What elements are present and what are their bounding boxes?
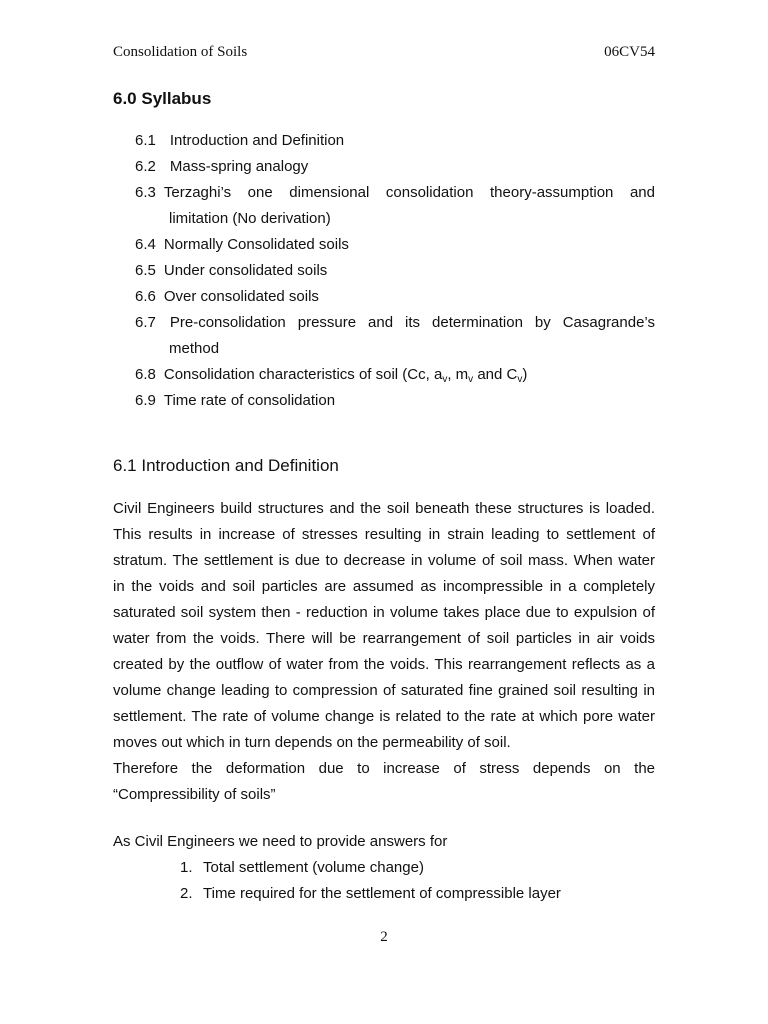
answers-intro: As Civil Engineers we need to provide answers for (113, 833, 448, 850)
text-segment: and C (473, 366, 518, 383)
paragraph-line: saturated soil system then - reduction in volume takes place due to expulsion of (113, 604, 655, 621)
syllabus-item-number: 6.8 (135, 366, 156, 383)
page-number: 2 (380, 929, 388, 945)
syllabus-item-number: 6.3 (135, 184, 156, 201)
syllabus-item (135, 362, 655, 388)
running-header (113, 44, 655, 61)
subscript: v (442, 374, 448, 385)
paragraph-line: stratum. The settlement is due to decrease in volume of soil mass. When water (113, 552, 655, 569)
subscript: v (517, 374, 523, 385)
syllabus-heading: 6.0 Syllabus (113, 89, 212, 108)
list-item-number: 1. (180, 859, 193, 876)
text-segment: Consolidation characteristics of soil (Cc, a (163, 366, 443, 383)
syllabus-item-number: 6.2 (135, 158, 156, 175)
syllabus-item-number: 6.5 (135, 262, 156, 279)
syllabus-item-text: Time rate of consolidation (163, 392, 336, 409)
syllabus-list (135, 128, 655, 414)
answers-list (180, 855, 561, 907)
syllabus-item (135, 180, 655, 206)
paragraph-line: Therefore the deformation due to increase of stress depends on the (113, 760, 655, 777)
syllabus-item (135, 258, 655, 284)
list-item (180, 881, 561, 907)
paragraph-line: in the voids and soil particles are assumed as incompressible in a completely (113, 578, 655, 595)
list-item-number: 2. (180, 885, 193, 902)
paragraph-line: volume change leading to compression of saturated fine grained soil resulting in (113, 682, 655, 699)
paragraph-line: moves out which in turn depends on the permeability of soil. (113, 734, 511, 751)
syllabus-item-text: Mass-spring analogy (169, 158, 309, 175)
header-title: Consolidation of Soils (113, 44, 248, 60)
syllabus-item-number: 6.9 (135, 392, 156, 409)
syllabus-item-continuation: limitation (No derivation) (169, 210, 331, 227)
list-item-text: Total settlement (volume change) (203, 859, 424, 876)
syllabus-item-number: 6.1 (135, 132, 156, 149)
syllabus-item-text: Over consolidated soils (163, 288, 319, 305)
paragraph-line: “Compressibility of soils” (113, 786, 276, 803)
syllabus-item (135, 284, 655, 310)
syllabus-item-text: Pre-consolidation pressure and its determination by Casagrande’s (169, 314, 655, 331)
syllabus-item-text: Terzaghi’s one dimensional consolidation theory-assumption and (163, 184, 655, 201)
syllabus-item (135, 128, 655, 154)
list-item-text: Time required for the settlement of compressible layer (203, 885, 561, 902)
section-heading: 6.1 Introduction and Definition (113, 456, 339, 475)
paragraph-line: created by the outflow of water from the voids. This rearrangement reflects as a (113, 656, 655, 673)
syllabus-item-text: Introduction and Definition (169, 132, 345, 149)
subscript: v (468, 374, 474, 385)
syllabus-item-continuation: method (169, 340, 220, 357)
paragraph-line: Civil Engineers build structures and the soil beneath these structures is loaded. (113, 500, 655, 517)
syllabus-item-number: 6.4 (135, 236, 156, 253)
syllabus-item-text: Under consolidated soils (163, 262, 328, 279)
syllabus-item (135, 232, 655, 258)
paragraph-line: water from the voids. There will be rearrangement of soil particles in air voids (113, 630, 655, 647)
paragraph-line: This results in increase of stresses resulting in strain leading to settlement of (113, 526, 655, 543)
header-course-code: 06CV54 (604, 44, 655, 60)
syllabus-item (135, 310, 655, 336)
syllabus-item (135, 388, 655, 414)
text-segment: ) (522, 366, 528, 383)
syllabus-item (135, 154, 655, 180)
syllabus-item-number: 6.6 (135, 288, 156, 305)
syllabus-item-text: Normally Consolidated soils (163, 236, 349, 253)
syllabus-item-text (164, 362, 528, 388)
text-segment: , m (447, 366, 469, 383)
list-item (180, 855, 561, 881)
intro-paragraph (113, 496, 655, 808)
paragraph-line: settlement. The rate of volume change is related to the rate at which pore water (113, 708, 655, 725)
syllabus-item-number: 6.7 (135, 314, 156, 331)
